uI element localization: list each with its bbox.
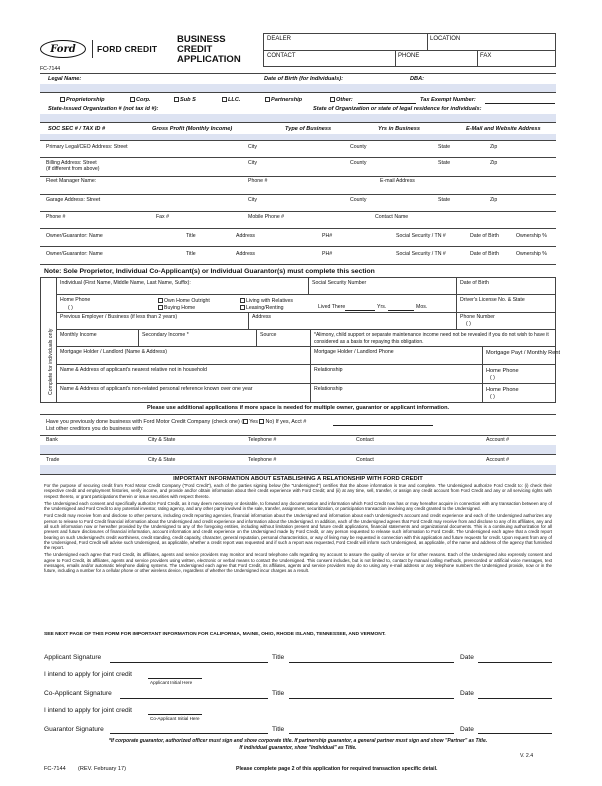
entity-partnership[interactable]: Partnership	[265, 97, 302, 103]
version-label: V. 2.4	[520, 753, 534, 759]
billing-county-label[interactable]: County	[350, 160, 367, 166]
fleet-manager-label[interactable]: Fleet Manager Name:	[46, 178, 97, 184]
owner2-title-label[interactable]: Title	[186, 251, 196, 257]
coapplicant-initial-note: Co-Applicant Initial Here	[150, 716, 200, 721]
alimony-note: *Alimony, child support or separate maintenance income need not be revealed if you do not wish to have it considered as a basis for repaying this obligation.	[314, 332, 549, 345]
applicant-date-line[interactable]	[478, 662, 552, 663]
ssn-taxid-label[interactable]: SOC SEC # / TAX ID #	[48, 126, 106, 132]
mortgage-phone-label[interactable]: Mortgage Holder / Landlord Phone	[314, 349, 394, 355]
fax-field[interactable]: FAX	[480, 53, 492, 59]
form-title	[177, 35, 241, 65]
brand-name: FORD CREDIT	[97, 44, 158, 54]
footer-form-id: FC-7144	[44, 766, 66, 772]
coapplicant-title-line[interactable]	[289, 698, 454, 699]
guarantor-date-label: Date	[460, 726, 474, 733]
phone-number-paren: ( )	[466, 321, 471, 327]
entity-subs[interactable]: Sub S	[174, 97, 196, 103]
applicant-signature-label: Applicant Signature	[44, 654, 102, 661]
source-label[interactable]: Source	[260, 332, 277, 338]
guarantor-title-line[interactable]	[289, 733, 454, 734]
phone-hash-label[interactable]: Phone #	[46, 214, 66, 220]
see-next-page: SEE NEXT PAGE OF THIS FORM FOR IMPORTANT INFORMATION FOR CALIFORNIA, MAINE, OHIO, RHODE ISLAND, TENNESSEE, AND VERMONT.	[44, 632, 386, 637]
legal-paragraph-4: The Undersigned each agree that Ford Credit, its affiliates, agents and service providers may monitor and record telephone calls regarding my account to assure the quality of service or for other reasons. Each of the Undersigned also expressly consent and agree to Ford Credit, its affiliates, agents and service providers using written, electronic or verbal means to contact the Undersigned. This consent includes, but is not limited to, contact by manual calling methods, prerecorded or artificial voice messages, text messages, emails and/or automatic telephone dialing systems. The Undersigned each agree that Ford Credit, its affiliates, agents and service providers may do so using any e-mail address or any telephone numbers the Undersigned provide, now or in the future, including a number for a cellular phone or other wireless device, regardless of whether the Undersigned incur charges as a result.	[44, 552, 552, 574]
guarantor-date-line[interactable]	[478, 733, 552, 734]
entity-corp[interactable]: Corp.	[130, 97, 151, 103]
garage-city-label[interactable]: City	[248, 197, 257, 203]
billing-state-label[interactable]: State	[438, 160, 451, 166]
home-phone-paren: ( )	[68, 305, 73, 311]
owner2-address-label[interactable]: Address	[236, 251, 256, 257]
bank-contact-label[interactable]: Contact	[356, 437, 374, 443]
relative-relationship-label[interactable]: Relationship	[314, 367, 343, 373]
bank-label[interactable]: Bank	[46, 437, 58, 443]
coapplicant-date-label: Date	[460, 690, 474, 697]
garage-address-label[interactable]: Garage Address: Street	[46, 197, 101, 203]
legal-text	[44, 483, 552, 574]
important-heading: IMPORTANT INFORMATION ABOUT ESTABLISHING A RELATIONSHIP WITH FORD CREDIT	[173, 476, 423, 482]
monthly-income-label[interactable]: Monthly Income	[60, 332, 97, 338]
bank-telephone-label[interactable]: Telephone #	[248, 437, 277, 443]
type-business-label[interactable]: Type of Business	[285, 126, 332, 132]
home-phone-label[interactable]: Home Phone	[60, 297, 91, 303]
owner2-ssn-label[interactable]: Social Security / TN #	[396, 251, 446, 257]
relative-phone-paren: ( )	[490, 375, 495, 381]
side-label: Complete for individuals only	[48, 328, 54, 395]
applicant-signature-line[interactable]	[110, 662, 268, 663]
own-home-checkbox[interactable]: Own Home Outright	[158, 298, 210, 305]
trade-city-label[interactable]: City & State	[148, 457, 176, 463]
nonrelated-relationship-label[interactable]: Relationship	[314, 386, 343, 392]
owner1-ph-label[interactable]: PH#	[322, 233, 333, 239]
yrs-business-label[interactable]: Yrs in Business	[378, 126, 420, 132]
guarantor-note-2: If individual guarantor, show "Individual" as Title.	[239, 745, 357, 751]
owner2-name-label[interactable]: Owner/Guarantor: Name	[46, 251, 103, 257]
individual-note: Note: Sole Proprietor, Individual Co-Applicant(s) or Individual Guarantor(s) must complete this section	[44, 268, 375, 275]
primary-county-label[interactable]: County	[350, 144, 367, 150]
fax-hash-label[interactable]: Fax #	[156, 214, 169, 220]
coapplicant-title-label: Title	[272, 690, 285, 697]
applicant-initial-note: Applicant Initial Here	[150, 680, 193, 685]
title-line-1: BUSINESS	[177, 34, 226, 45]
bank-city-label[interactable]: City & State	[148, 437, 176, 443]
dealer-field[interactable]: DEALER	[267, 36, 292, 42]
relative-name-label[interactable]: Name & Address of applicant's nearest relative not in household	[60, 367, 207, 373]
owner1-name-label[interactable]: Owner/Guarantor: Name	[46, 233, 103, 239]
mobile-phone-label[interactable]: Mobile Phone #	[248, 214, 285, 220]
buying-home-checkbox[interactable]: Buying Home	[158, 305, 195, 312]
additional-note: Please use additional applications if more space is needed for multiple owner, guarantor or applicant information.	[146, 405, 450, 411]
individual-name-label[interactable]: Individual (First Name, Middle Name, Last Name, Suffix):	[60, 280, 191, 286]
guarantor-note-1: *If corporate guarantor, authorized officer must sign and show corporate title. If partnership guarantor, a general partner must sign and show "Partner" as Title.	[108, 738, 488, 744]
coapplicant-signature-label: Co-Applicant Signature	[44, 690, 112, 697]
applicant-date-label: Date	[460, 654, 474, 661]
list-creditors-label: List other creditors you do business with:	[46, 426, 144, 432]
state-legal-label[interactable]: State of Organization or state of legal residence for individuals:	[313, 106, 482, 112]
guarantor-signature-line[interactable]	[110, 733, 268, 734]
applicant-initial-line[interactable]	[148, 678, 202, 679]
garage-zip-label[interactable]: Zip	[490, 197, 498, 203]
drivers-license-label[interactable]: Driver's License No. & State	[460, 297, 525, 303]
legal-paragraph-2: The Undersigned each consent and specifically authorize Ford Credit, as it may deem necessary or desirable, to forward any documentation and information which Ford Credit now has or may hereafter acquire in connection with any transaction between any of the Undersigned and Ford Credit to any potential investor, rating agency, and any other party involved in the sale, transfer, assignment, securitization, or participation transaction involving any credit granted to the Undersigned.	[44, 500, 552, 512]
form-id: FC-7144	[40, 66, 61, 72]
email-web-label[interactable]: E-Mail and Website Address	[466, 126, 541, 132]
guarantor-title-label: Title	[272, 726, 285, 733]
trade-contact-label[interactable]: Contact	[356, 457, 374, 463]
tax-exempt-label[interactable]: Tax Exempt Number:	[420, 97, 476, 103]
legal-paragraph-3: Ford Credit may receive from and disclose to other persons, including credit reporting agencies, financial information about the Undersigned and information about each Undersigned's account and credit experience and each of the Undersigned authorizes any person to release to Ford Credit financial information about the Undersigned and credit experience and information about the Undersigned. In addition, each of the Undersigned agrees that Ford Credit may receive from and disclose to any of its affiliates, any and all such information now or hereafter provided by the Undersigned to any of the foregoing entities, including without limitation present and future credit applications, financial statements and organizational documents. This is a continuing authorization for all present and future disclosures of financial information, account information and credit experience on the Undersigned made by Ford Credit, or any person requested to release such information to Ford Credit. The Undersigned each agree that a credit report bearing on such Undersigned's credit worthiness, credit standing, credit capacity, character, general reputation, personal characteristics, or way of living may be requested in connection with this application and future requests for credit. Upon request from any of the Undersigned, Ford Credit will advise such Undersigned, as applicable, whether a credit report was requested and if such a report was requested, Ford Credit will inform such Undersigned, as applicable, of the name and address of the agency that furnished the report.	[44, 513, 552, 551]
ford-logo-text: Ford	[50, 43, 76, 55]
legal-name-label[interactable]: Legal Name:	[48, 76, 82, 82]
entity-other[interactable]: Other:	[330, 97, 353, 103]
applicant-joint-label: I intend to apply for joint credit	[44, 671, 132, 678]
owner1-ownership-label[interactable]: Ownership %	[516, 233, 547, 239]
trade-label[interactable]: Trade	[46, 457, 60, 463]
indiv-dob-label[interactable]: Date of Birth	[460, 280, 489, 286]
owner1-ssn-label[interactable]: Social Security / TN #	[396, 233, 446, 239]
billing-note: (if different from above)	[46, 166, 100, 172]
dob-label[interactable]: Date of Birth (for Individuals):	[264, 76, 343, 82]
coapplicant-joint-label: I intend to apply for joint credit	[44, 707, 132, 714]
secondary-income-label[interactable]: Secondary Income *	[142, 332, 189, 338]
owner1-address-label[interactable]: Address	[236, 233, 256, 239]
entity-proprietorship[interactable]: Proprietorship	[60, 97, 105, 103]
owner1-dob-label[interactable]: Date of Birth	[470, 233, 499, 239]
dba-label[interactable]: DBA:	[410, 76, 424, 82]
trade-telephone-label[interactable]: Telephone #	[248, 457, 277, 463]
billing-zip-label[interactable]: Zip	[490, 160, 498, 166]
prev-employer-label[interactable]: Previous Employer / Business (if less than 2 years)	[60, 314, 178, 320]
fleet-email-label[interactable]: E-mail Address	[380, 178, 415, 184]
mortgage-payment-label[interactable]: Mortgage Payt / Monthly Rent	[486, 350, 560, 356]
owner2-ph-label[interactable]: PH#	[322, 251, 333, 257]
state-org-label[interactable]: State-issued Organization # (not tax id #):	[48, 106, 159, 112]
legal-paragraph-1: For the purpose of securing credit from Ford Motor Credit Company ("Ford Credit"), each of the parties signing below (the "Undersigned") certifies that the above information is true and complete. The Undersigned authorize Ford Credit to: (i) check their respective credit and employment histories, verify income, and provide and/or obtain information about their credit experience with Ford Credit; and (ii) at any time, sell, transfer, or assign any credit account from Ford Credit and any or all servicing rights with respect thereto, or grant participations therein or issue securities with respect thereto.	[44, 483, 552, 499]
bank-account-label[interactable]: Account #	[486, 437, 510, 443]
garage-county-label[interactable]: County	[350, 197, 367, 203]
yrs-label: Yrs.	[377, 304, 387, 310]
location-field[interactable]: LOCATION	[430, 36, 461, 42]
garage-state-label[interactable]: State	[438, 197, 451, 203]
owner1-title-label[interactable]: Title	[186, 233, 196, 239]
coapplicant-signature-line[interactable]	[120, 698, 268, 699]
prev-employer-address-label[interactable]: Address	[252, 314, 272, 320]
applicant-title-line[interactable]	[289, 662, 454, 663]
nonrelated-label[interactable]: Name & Address of applicant's non-related personal reference known over one year	[60, 386, 253, 392]
ford-logo	[40, 40, 86, 58]
primary-address-label[interactable]: Primary Legal/CEO Address: Street	[46, 144, 128, 150]
primary-zip-label[interactable]: Zip	[490, 144, 498, 150]
fleet-phone-label[interactable]: Phone #	[248, 178, 268, 184]
primary-state-label[interactable]: State	[438, 144, 451, 150]
coapplicant-date-line[interactable]	[478, 698, 552, 699]
footer-notice: Please complete page 2 of this application for required transaction specific detail.	[236, 766, 438, 772]
ssn-label[interactable]: Social Security Number	[312, 280, 367, 286]
nonrelated-phone-paren: ( )	[490, 394, 495, 400]
phone-field[interactable]: PHONE	[398, 53, 420, 59]
living-relatives-checkbox[interactable]: Living with Relatives	[240, 298, 293, 305]
applicant-title-label: Title	[272, 654, 285, 661]
contact-name-label[interactable]: Contact Name	[375, 214, 409, 220]
gross-profit-label[interactable]: Gross Profit (Monthly Income)	[152, 126, 233, 132]
footer-revision: (REV. February 17)	[78, 766, 126, 772]
title-line-3: APPLICATION	[177, 54, 241, 65]
relative-home-phone-label[interactable]: Home Phone	[486, 368, 519, 374]
billing-address-label[interactable]: Billing Address: Street	[46, 160, 97, 166]
prev-business-question[interactable]: Have you previously done business with Ford Motor Credit Company (check one) ( Yes No) If yes, Acct #	[46, 418, 307, 425]
coapplicant-initial-line[interactable]	[148, 714, 202, 715]
title-line-2: CREDIT	[177, 44, 213, 55]
guarantor-signature-label: Guarantor Signature	[44, 726, 104, 733]
owner2-dob-label[interactable]: Date of Birth	[470, 251, 499, 257]
mortgage-holder-label[interactable]: Mortgage Holder / Landlord (Name & Address)	[60, 349, 167, 355]
primary-city-label[interactable]: City	[248, 144, 257, 150]
phone-number-label[interactable]: Phone Number	[460, 314, 495, 320]
trade-account-label[interactable]: Account #	[486, 457, 510, 463]
nonrelated-home-phone-label[interactable]: Home Phone	[486, 387, 519, 393]
lived-there-label[interactable]: Lived There	[318, 304, 346, 310]
billing-city-label[interactable]: City	[248, 160, 257, 166]
leasing-checkbox[interactable]: Leasing/Renting	[240, 305, 284, 312]
entity-llc[interactable]: LLC.	[222, 97, 240, 103]
contact-field[interactable]: CONTACT	[267, 53, 296, 59]
owner2-ownership-label[interactable]: Ownership %	[516, 251, 547, 257]
mos-label: Mos.	[416, 304, 428, 310]
